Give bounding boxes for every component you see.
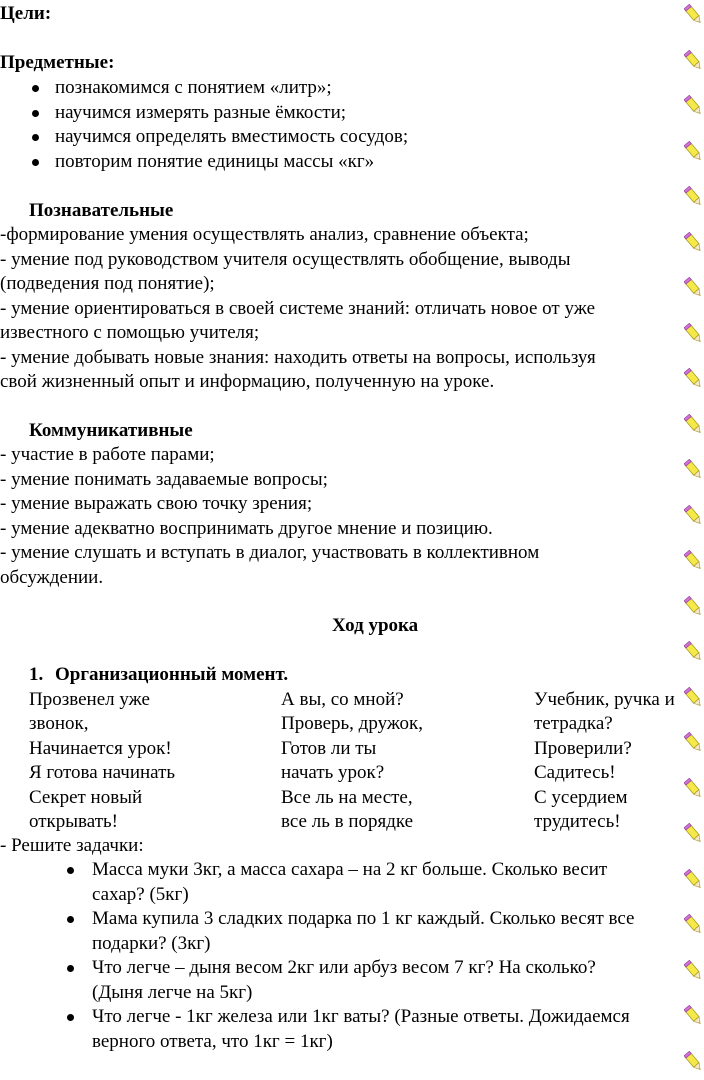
- text-line: - умение под руководством учителя осуществлять обобщение, выводы: [0, 249, 571, 270]
- poem-column-2: [281, 688, 423, 834]
- goals-label: Цели:: [0, 3, 52, 24]
- bullet-icon: [67, 1014, 74, 1021]
- pencil-icon: [684, 186, 704, 210]
- pencil-icon: [684, 732, 704, 756]
- poem-line: Начинается урок!: [29, 737, 172, 759]
- poem-line: все ль в порядке: [281, 811, 414, 833]
- pencil-icon: [684, 641, 704, 665]
- step-title: Организационный момент.: [55, 664, 289, 685]
- bullet-icon: [32, 85, 39, 92]
- task-line: Что легче – дыня весом 2кг или арбуз весом 7 кг? На сколько?: [92, 957, 596, 978]
- tasks-intro: - Решите задачки:: [0, 835, 144, 856]
- text-line: (подведения под понятие);: [0, 273, 215, 294]
- lesson-title: Ход урока: [332, 615, 419, 636]
- text-line: - умение слушать и вступать в диалог, участвовать в коллективном: [0, 542, 540, 563]
- bullet-icon: [67, 965, 74, 972]
- task-line: Мама купила 3 сладких подарка по 1 кг каждый. Сколько весят все: [92, 908, 635, 929]
- subject-heading: Предметные:: [0, 52, 115, 73]
- pencil-icon: [684, 1051, 704, 1075]
- poem-line: Секрет новый: [29, 786, 143, 808]
- poem-line: начать урок?: [281, 762, 385, 784]
- pencil-icon: [684, 323, 704, 347]
- poem-line: трудитесь!: [534, 811, 621, 833]
- pencil-icon: [684, 368, 704, 392]
- poem-line: С усердием: [534, 786, 628, 808]
- bullet-icon: [32, 159, 39, 166]
- pencil-icon: [684, 596, 704, 620]
- pencil-icon: [684, 550, 704, 574]
- poem-column-1: [29, 688, 175, 834]
- cognitive-heading: Познавательные: [29, 200, 174, 221]
- pencil-border: [684, 0, 704, 1080]
- pencil-icon: [684, 50, 704, 74]
- text-line: - умение адекватно воспринимать другое мнение и позицию.: [0, 518, 493, 539]
- poem-line: Учебник, ручка и: [534, 689, 675, 710]
- bullet-icon: [67, 867, 74, 874]
- text-line: - умение добывать новые знания: находить ответы на вопросы, используя: [0, 347, 596, 368]
- pencil-icon: [684, 914, 704, 938]
- text-line: известного с помощью учителя;: [0, 322, 260, 343]
- poem-line: А вы, со мной?: [281, 689, 404, 710]
- task-line: Масса муки 3кг, а масса сахара – на 2 кг больше. Сколько весит: [92, 859, 608, 880]
- subject-item: познакомимся с понятием «литр»;: [55, 77, 332, 98]
- pencil-icon: [684, 95, 704, 119]
- poem-line: Прозвенел уже: [29, 689, 150, 710]
- text-line: свой жизненный опыт и информацию, полученную на уроке.: [0, 371, 495, 392]
- poem-line: Я готова начинать: [29, 762, 176, 784]
- task-line: сахар? (5кг): [92, 884, 189, 905]
- poem-line: Готов ли ты: [281, 737, 377, 759]
- poem-line: Проверь, дружок,: [281, 713, 423, 735]
- subject-item: повторим понятие единицы массы «кг»: [55, 151, 375, 172]
- text-line: - умение выражать свою точку зрения;: [0, 493, 313, 514]
- poem-line: звонок,: [29, 713, 89, 735]
- text-line: - участие в работе парами;: [0, 444, 215, 465]
- pencil-icon: [684, 1005, 704, 1029]
- text-line: - умение понимать задаваемые вопросы;: [0, 469, 328, 490]
- text-line: - умение ориентироваться в своей системе знаний: отличать новое от уже: [0, 298, 596, 319]
- task-line: (Дыня легче на 5кг): [92, 982, 253, 1003]
- step-number: 1.: [29, 664, 44, 685]
- poem-line: открывать!: [29, 811, 119, 833]
- pencil-icon: [684, 869, 704, 893]
- pencil-icon: [684, 960, 704, 984]
- bullet-icon: [67, 916, 74, 923]
- pencil-icon: [684, 687, 704, 711]
- text-line: обсуждении.: [0, 567, 104, 588]
- poem-line: Все ль на месте,: [281, 786, 413, 808]
- subject-item: научимся измерять разные ёмкости;: [55, 102, 347, 123]
- pencil-icon: [684, 505, 704, 529]
- poem-line: Проверили?: [534, 737, 632, 759]
- task-line: Что легче - 1кг железа или 1кг ваты? (Разные ответы. Дожидаемся: [92, 1006, 630, 1027]
- bullet-icon: [32, 134, 39, 141]
- task-line: подарки? (3кг): [92, 933, 211, 954]
- pencil-icon: [684, 823, 704, 847]
- poem-column-3: [534, 688, 675, 834]
- pencil-icon: [684, 141, 704, 165]
- pencil-icon: [684, 277, 704, 301]
- pencil-icon: [684, 232, 704, 256]
- poem-line: Садитесь!: [534, 762, 616, 784]
- subject-item: научимся определять вместимость сосудов;: [55, 126, 409, 147]
- pencil-icon: [684, 4, 704, 28]
- pencil-icon: [684, 414, 704, 438]
- bullet-icon: [32, 110, 39, 117]
- pencil-icon: [684, 778, 704, 802]
- task-line: верного ответа, что 1кг = 1кг): [92, 1031, 333, 1052]
- poem-line: тетрадка?: [534, 713, 613, 735]
- communicative-heading: Коммуникативные: [29, 420, 193, 441]
- pencil-icon: [684, 459, 704, 483]
- text-line: -формирование умения осуществлять анализ, сравнение объекта;: [0, 224, 529, 245]
